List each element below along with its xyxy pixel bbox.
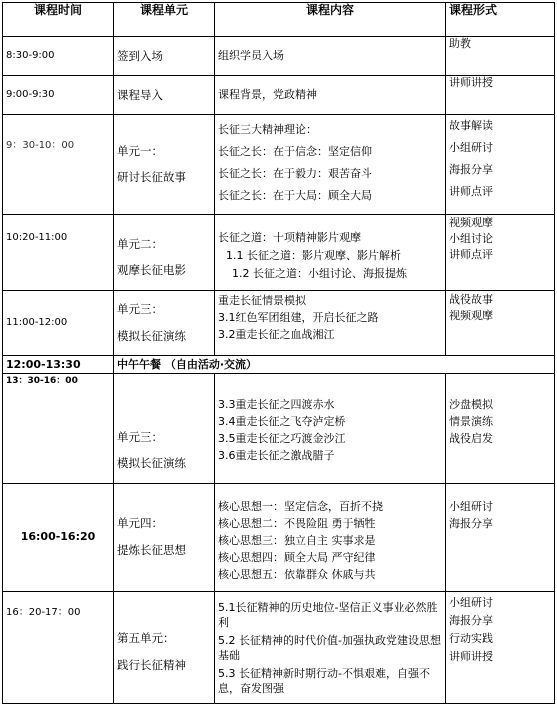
unit-cell: 签到入场 [114, 37, 215, 76]
unit-cell: 单元四： 提炼长征思想 [114, 483, 215, 591]
content-cell: 长征之道：十项精神影片观摩 1.1 长征之道：影片观摩、影片解析 1.2 长征之道：小组讨论、海报提炼 [215, 215, 446, 291]
header-content: 课程内容 [215, 3, 446, 37]
unit-cell: 单元一： 研讨长征故事 [114, 115, 215, 215]
form-cell: 助教 [446, 37, 555, 76]
unit-cell: 第五单元： 践行长征精神 [114, 591, 215, 703]
content-cell: 5.1长征精神的历史地位-坚信正义事业必然胜利 5.2 长征精神的时代价值-加强执政党建设思想基础 5.3 长征精神新时期行动-不惧艰难，自强不息，奋发图强 [215, 591, 446, 703]
header-time: 课程时间 [3, 3, 114, 37]
table-row [3, 374, 555, 484]
time-cell: 13：30-16：00 [3, 374, 114, 484]
form-cell: 小组研讨 海报分享 [446, 483, 555, 591]
table-row [3, 290, 555, 356]
time-cell: 9：30-10：00 [3, 115, 114, 215]
time-cell: 10:20-11:00 [3, 215, 114, 291]
form-cell: 沙盘模拟 情景演练 战役启发 [446, 374, 555, 484]
unit-cell: 课程导入 [114, 76, 215, 115]
content-cell: 组织学员入场 [215, 37, 446, 76]
unit-cell: 单元三： 模拟长征演练 [114, 290, 215, 356]
time-cell: 16:00-16:20 [3, 483, 114, 591]
table-row [3, 37, 555, 76]
time-cell: 9:00-9:30 [3, 76, 114, 115]
header-unit: 课程单元 [114, 3, 215, 37]
lunch-cell: 中午午餐 （自由活动·交流） [114, 356, 555, 374]
schedule-table [2, 2, 555, 704]
table-row [3, 115, 555, 215]
form-cell: 战役故事 视频观摩 [446, 290, 555, 356]
header-row [3, 3, 555, 37]
table-row [3, 483, 555, 591]
form-cell: 小组研讨 海报分享 行动实践 讲师讲授 [446, 591, 555, 703]
lunch-row [3, 356, 555, 374]
table-row [3, 591, 555, 703]
time-cell: 12:00-13:30 [3, 356, 114, 374]
form-cell: 视频观摩 小组讨论 讲师点评 [446, 215, 555, 291]
time-cell: 8:30-9:00 [3, 37, 114, 76]
content-cell: 3.3重走长征之四渡赤水 3.4重走长征之飞夺泸定桥 3.5重走长征之巧渡金沙江 3.6重走长征之激战腊子 [215, 374, 446, 484]
content-cell: 核心思想一：坚定信念，百折不挠 核心思想二：不畏险阻 勇于牺牲 核心思想三：独立自主 实事求是 核心思想四：顾全大局 严守纪律 核心思想五：依靠群众 休戚与共 [215, 483, 446, 591]
content-cell: 长征三大精神理论： 长征之长：在于信念：坚定信仰 长征之长：在于毅力：艰苦奋斗 长征之长：在于大局：顾全大局 [215, 115, 446, 215]
unit-cell: 单元三： 模拟长征演练 [114, 374, 215, 484]
header-form: 课程形式 [446, 3, 555, 37]
form-cell: 讲师讲授 [446, 76, 555, 115]
table-row [3, 76, 555, 115]
unit-cell: 单元二： 观摩长征电影 [114, 215, 215, 291]
time-cell: 16：20-17：00 [3, 591, 114, 703]
time-cell: 11:00-12:00 [3, 290, 114, 356]
table-row [3, 215, 555, 291]
content-cell: 重走长征情景模拟 3.1红色军团组建，开启长征之路 3.2重走长征之血战湘江 [215, 290, 446, 356]
form-cell: 故事解读 小组研讨 海报分享 讲师点评 [446, 115, 555, 215]
content-cell: 课程背景，党政精神 [215, 76, 446, 115]
